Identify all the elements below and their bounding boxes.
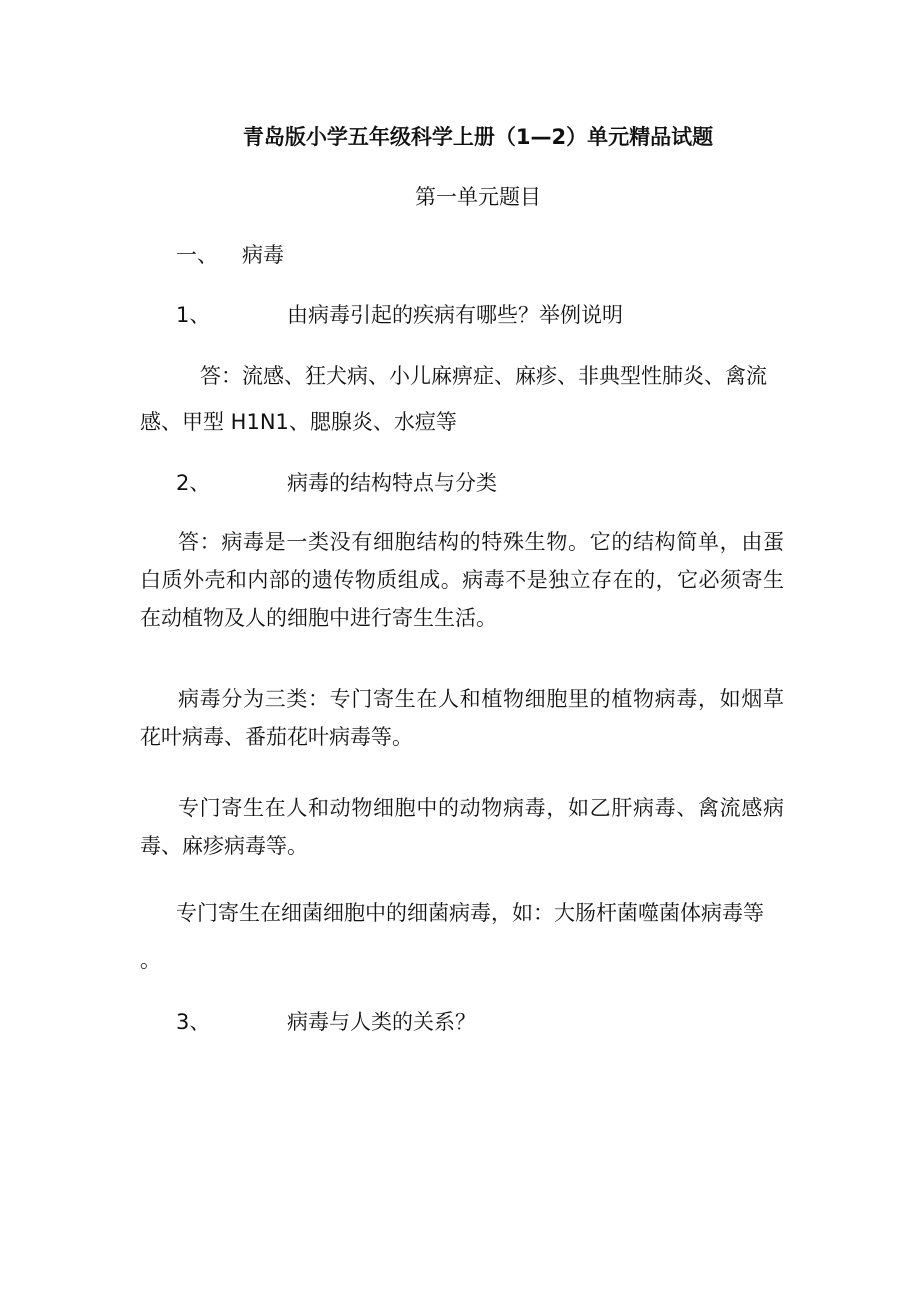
question-2-answer-paragraph-1: 答：病毒是一类没有细胞结构的特殊生物。它的结构简单，由蛋白质外壳和内部的遗传物质组成。病毒不是独立存在的，它必须寄生在动植物及人的细胞中进行寄生生活。 (140, 530, 784, 630)
question-2-answer-paragraph-2: 病毒分为三类：专门寄生在人和植物细胞里的植物病毒，如烟草花叶病毒、番茄花叶病毒等。 (140, 687, 784, 749)
section-name: 病毒 (242, 243, 284, 267)
unit-title: 第一单元题目 (415, 185, 541, 209)
question-1-number: 1、 (176, 303, 211, 327)
question-2-answer-paragraph-3: 专门寄生在人和动物细胞中的动物病毒，如乙肝病毒、禽流感病毒、麻疹病毒等。 (140, 796, 784, 858)
question-2-number: 2、 (176, 471, 211, 495)
document-title: 青岛版小学五年级科学上册（1—2）单元精品试题 (242, 125, 714, 149)
question-2-answer-paragraph-4-line-2: 。 (140, 948, 161, 972)
section-number: 一、 (176, 243, 218, 267)
question-2-text: 病毒的结构特点与分类 (287, 471, 497, 495)
question-1-answer-line-2: 感、甲型 H1N1、腮腺炎、水痘等 (140, 410, 457, 434)
question-1-answer-line-1: 答：流感、狂犬病、小儿麻痹症、麻疹、非典型性肺炎、禽流 (200, 364, 767, 388)
question-1-text: 由病毒引起的疾病有哪些？举例说明 (287, 303, 623, 327)
question-3-text: 病毒与人类的关系？ (287, 1010, 476, 1034)
question-3-number: 3、 (176, 1010, 211, 1034)
question-2-answer-paragraph-4-line-1: 专门寄生在细菌细胞中的细菌病毒，如：大肠杆菌噬菌体病毒等 (176, 901, 764, 925)
